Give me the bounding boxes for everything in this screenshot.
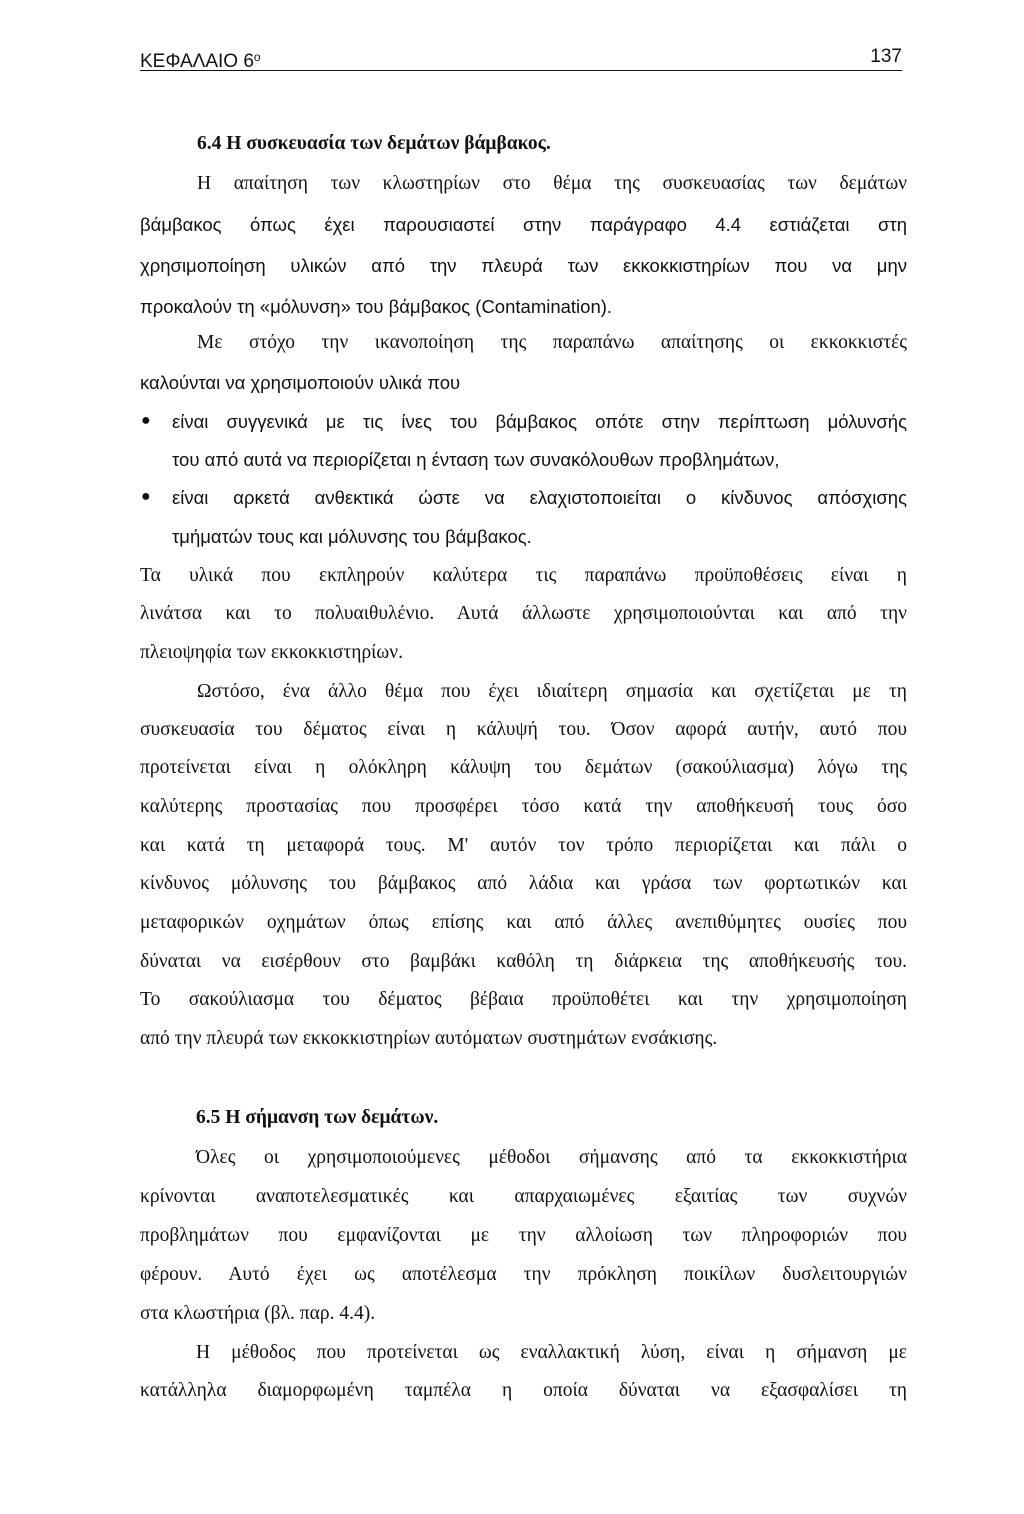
paragraph-line: κατάλληλα διαμορφωμένη ταμπέλα η οποία δύναται να εξασφαλίσει τη [140, 1380, 907, 1401]
paragraph-line: καλούνται να χρησιμοποιούν υλικά που [140, 372, 461, 393]
page-number: 137 [870, 46, 902, 67]
paragraph-line: δύναται να εισέρθουν στο βαμβάκι καθόλη τη διάρκεια της αποθήκευσής του. [140, 951, 907, 972]
bullet-item-line: είναι αρκετά ανθεκτικά ώστε να ελαχιστοποιείται ο κίνδυνος απόσχισης [172, 487, 907, 508]
page-header [140, 46, 902, 71]
paragraph-line: λινάτσα και το πολυαιθυλένιο. Αυτά άλλωστε χρησιμοποιούνται και από την [140, 603, 907, 624]
paragraph-line: Όλες οι χρησιμοποιούμενες μέθοδοι σήμανσης από τα εκκοκκιστήρια [196, 1147, 907, 1168]
paragraph-line: από την πλευρά των εκκοκκιστηρίων αυτόματων συστημάτων ενσάκισης. [140, 1028, 718, 1049]
paragraph-line: μεταφορικών οχημάτων όπως επίσης και από άλλες ανεπιθύμητες ουσίες που [140, 912, 907, 933]
paragraph-line: Η απαίτηση των κλωστηρίων στο θέμα της συσκευασίας των δεμάτων [197, 173, 907, 194]
paragraph-line: χρησιμοποίηση υλικών από την πλευρά των εκκοκκιστηρίων που να μην [140, 255, 907, 276]
section-heading-6-4: 6.4 Η συσκευασία των δεμάτων βάμβακος. [197, 133, 551, 154]
paragraph-line: προβλημάτων που εμφανίζονται με την αλλοίωση των πληροφοριών που [140, 1225, 907, 1246]
bullet-item-line: του από αυτά να περιορίζεται η ένταση των συνακόλουθων προβλημάτων, [172, 449, 780, 470]
paragraph-line: προκαλούν τη «μόλυνση» του βάμβακος (Contamination). [140, 296, 613, 317]
paragraph-line: πλειοψηφία των εκκοκκιστηρίων. [140, 642, 403, 663]
paragraph-line: προτείνεται είναι η ολόκληρη κάλυψη του δεμάτων (σακούλιασμα) λόγω της [140, 757, 907, 778]
paragraph-line: κίνδυνος μόλυνσης του βάμβακος από λάδια και γράσα των φορτωτικών και [140, 873, 907, 894]
section-heading-6-5: 6.5 Η σήμανση των δεμάτων. [196, 1107, 439, 1128]
document-page [140, 0, 907, 1514]
paragraph-line: καλύτερης προστασίας που προσφέρει τόσο κατά την αποθήκευσή τους όσο [140, 796, 907, 817]
paragraph-line: Ωστόσο, ένα άλλο θέμα που έχει ιδιαίτερη σημασία και σχετίζεται με τη [197, 681, 907, 702]
paragraph-line: στα κλωστήρια (βλ. παρ. 4.4). [140, 1303, 376, 1324]
paragraph-line: Η μέθοδος που προτείνεται ως εναλλακτική λύση, είναι η σήμανση με [196, 1342, 907, 1363]
paragraph-line: συσκευασία του δέματος είναι η κάλυψή του. Όσον αφορά αυτήν, αυτό που [140, 719, 907, 740]
bullet-icon: ● [141, 488, 151, 505]
chapter-label: ΚΕΦΑΛΑΙΟ $6^o$ [140, 50, 261, 72]
paragraph-line: βάμβακος όπως έχει παρουσιαστεί στην παράγραφο 4.4 εστιάζεται στη [140, 214, 907, 235]
bullet-item-line: είναι συγγενικά με τις ίνες του βάμβακος οπότε στην περίπτωση μόλυνσής [172, 411, 907, 432]
paragraph-line: και κατά τη μεταφορά τους. Μ' αυτόν τον τρόπο περιορίζεται και πάλι ο [140, 835, 907, 856]
paragraph-line: Το σακούλιασμα του δέματος βέβαια προϋποθέτει και την χρησιμοποίηση [140, 989, 907, 1010]
bullet-icon: ● [141, 412, 151, 429]
paragraph-line: Τα υλικά που εκπληρούν καλύτερα τις παραπάνω προϋποθέσεις είναι η [140, 565, 907, 586]
paragraph-line: Με στόχο την ικανοποίηση της παραπάνω απαίτησης οι εκκοκκιστές [197, 332, 907, 353]
paragraph-line: φέρουν. Αυτό έχει ως αποτέλεσμα την πρόκληση ποικίλων δυσλειτουργιών [140, 1264, 907, 1285]
bullet-item-line: τμήματών τους και μόλυνσης του βάμβακος. [172, 526, 532, 547]
paragraph-line: κρίνονται αναποτελεσματικές και απαρχαιωμένες εξαιτίας των συχνών [140, 1186, 907, 1207]
